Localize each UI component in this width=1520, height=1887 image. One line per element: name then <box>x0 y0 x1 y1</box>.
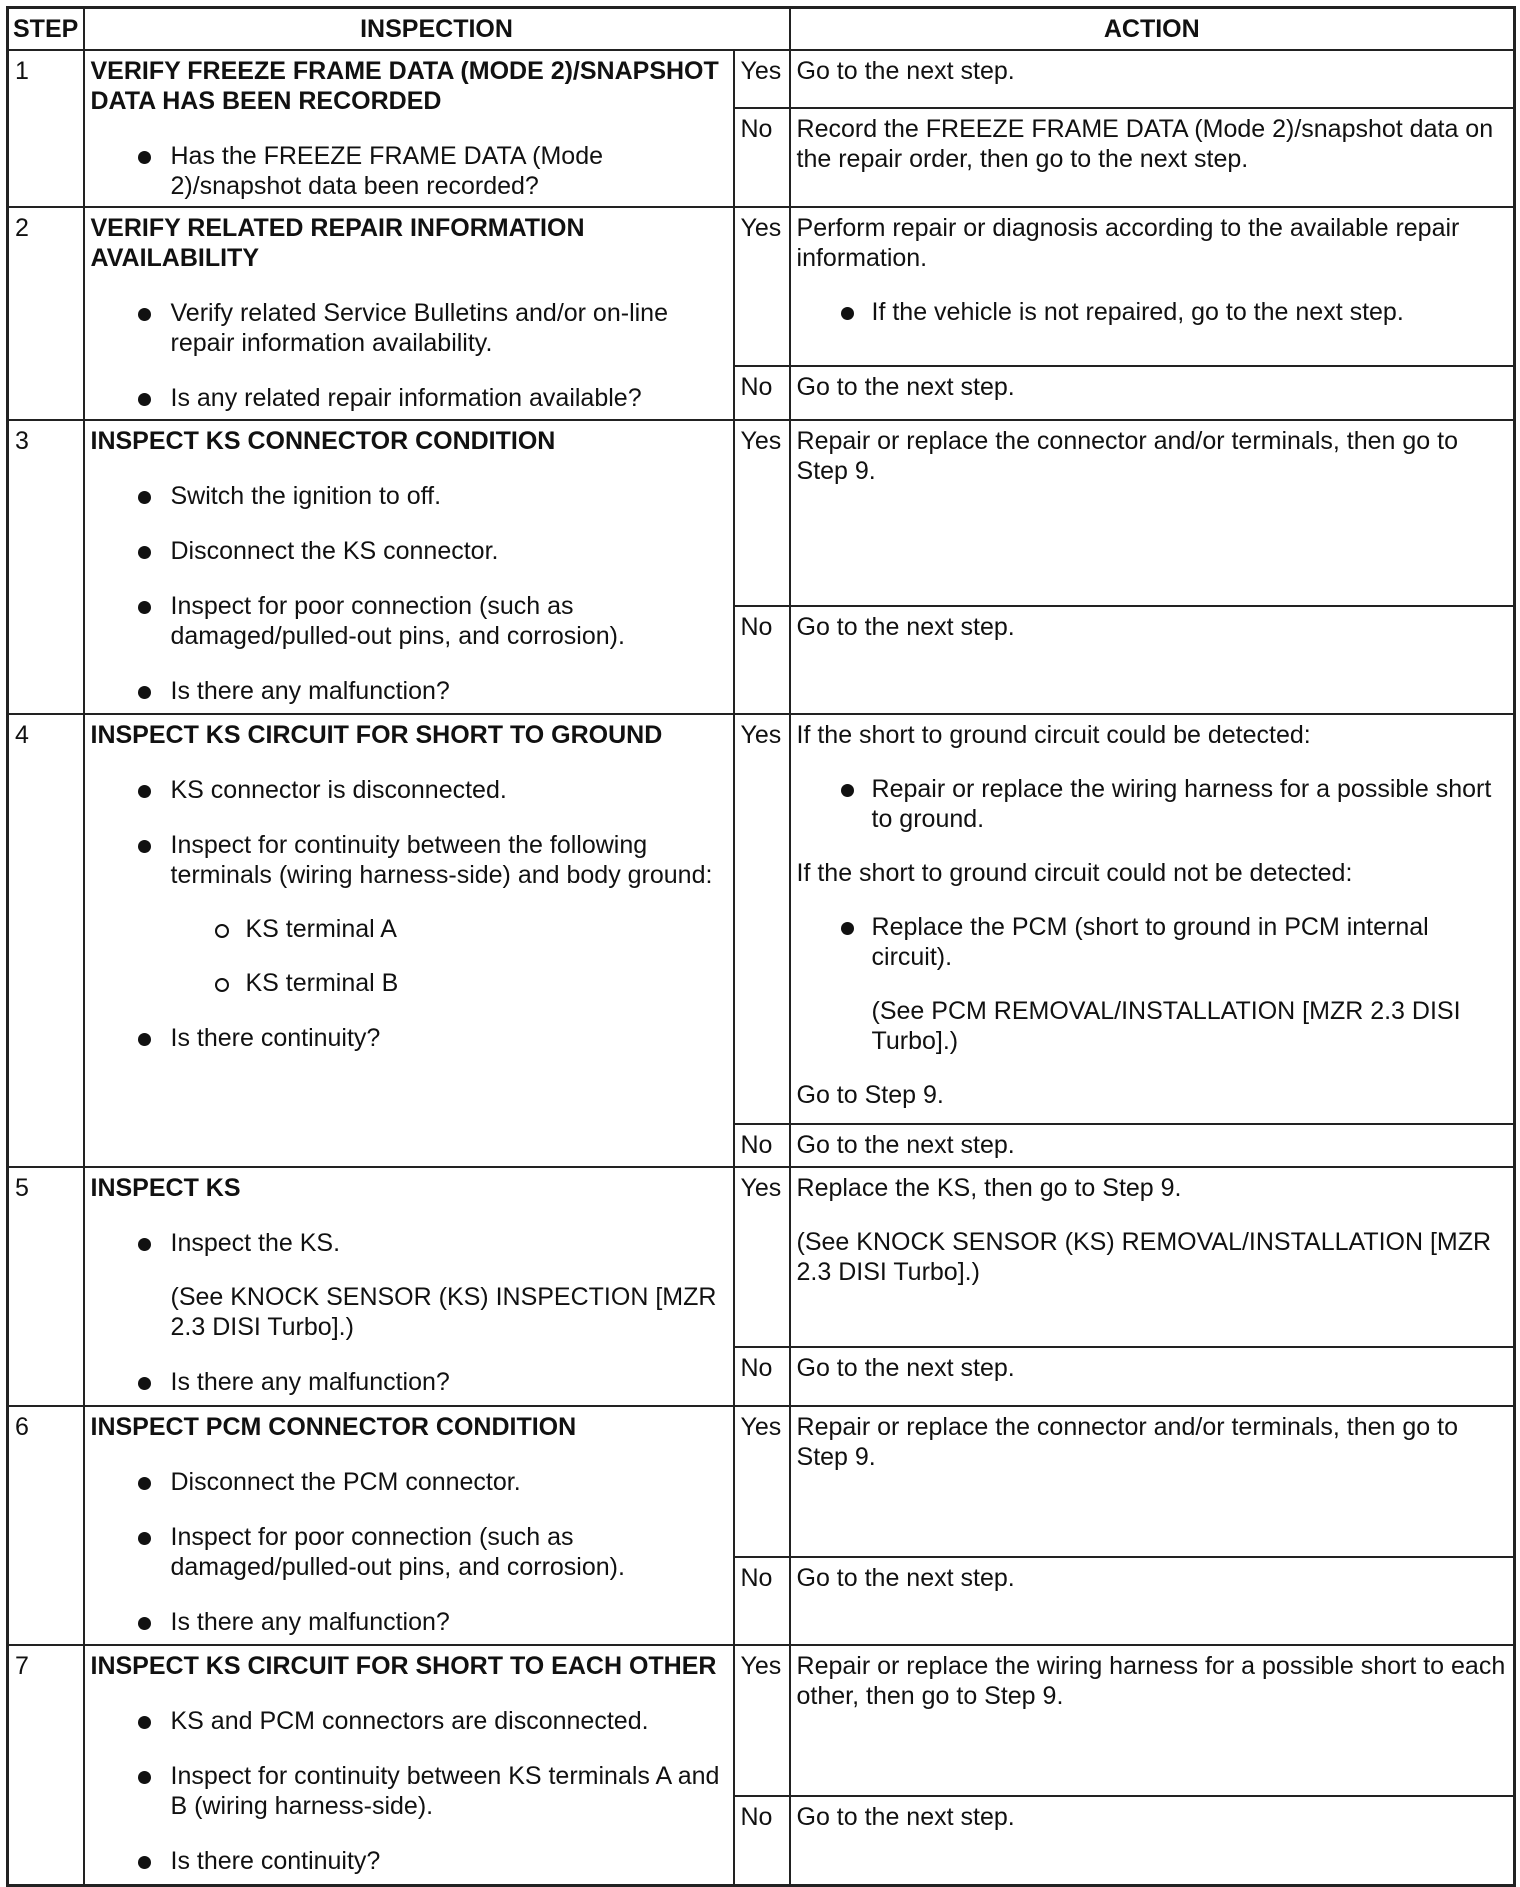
yes-label: Yes <box>734 1167 790 1347</box>
terminal-list <box>91 914 727 998</box>
inspection-bullet: Is there any malfunction? <box>91 1607 727 1637</box>
inspection-bullet: Switch the ignition to off. <box>91 481 727 511</box>
terminal-item: KS terminal A <box>91 914 727 944</box>
step-number: 1 <box>8 50 84 207</box>
terminal-item: KS terminal B <box>91 968 727 998</box>
yes-label: Yes <box>734 714 790 1124</box>
step-4-yes-row <box>8 714 1515 1124</box>
inspection-bullet: KS and PCM connectors are disconnected. <box>91 1706 727 1736</box>
step-number: 7 <box>8 1645 84 1886</box>
no-action <box>790 1124 1515 1167</box>
action-text: Go to Step 9. <box>796 1080 944 1109</box>
inspection-list <box>91 1367 727 1397</box>
inspection-title: VERIFY RELATED REPAIR INFORMATION AVAILABILITY <box>90 213 585 272</box>
header-action: ACTION <box>790 8 1515 50</box>
reference-note: (See PCM REMOVAL/INSTALLATION [MZR 2.3 DISI Turbo].) <box>871 996 1461 1055</box>
step-number: 3 <box>8 420 84 714</box>
no-label: No <box>734 1796 790 1886</box>
inspection-bullet: Verify related Service Bulletins and/or on-line repair information availability. <box>91 298 727 358</box>
action-bullet: Repair or replace the wiring harness for a possible short to ground. <box>797 774 1508 834</box>
step-number: 5 <box>8 1167 84 1406</box>
no-label: No <box>734 606 790 714</box>
inspection-title: INSPECT KS CIRCUIT FOR SHORT TO GROUND <box>90 720 663 749</box>
yes-action <box>790 714 1515 1124</box>
action-text: Record the FREEZE FRAME DATA (Mode 2)/snapshot data on the repair order, then go to the next step. <box>796 114 1494 173</box>
inspection-bullet: Is there any malfunction? <box>91 1367 727 1397</box>
inspection-bullet: Has the FREEZE FRAME DATA (Mode 2)/snapshot data been recorded? <box>91 141 727 201</box>
inspection-list <box>91 1228 727 1258</box>
action-text: Go to the next step. <box>796 1802 1015 1831</box>
inspection-bullet: Inspect for continuity between the following terminals (wiring harness-side) and body ground: <box>91 830 727 890</box>
inspection-list <box>91 1023 727 1053</box>
inspection-bullet: Is there any malfunction? <box>91 676 727 706</box>
diagnostic-procedure-table <box>6 6 1516 1887</box>
inspection-cell <box>84 207 734 420</box>
action-text: If the short to ground circuit could be detected: <box>796 720 1311 749</box>
action-text: (See KNOCK SENSOR (KS) REMOVAL/INSTALLATION [MZR 2.3 DISI Turbo].) <box>796 1227 1492 1286</box>
step-7-yes-row <box>8 1645 1515 1796</box>
step-number: 4 <box>8 714 84 1167</box>
action-text: Go to the next step. <box>796 372 1015 401</box>
step-1-yes-row <box>8 50 1515 108</box>
no-action <box>790 1796 1515 1886</box>
action-list <box>797 912 1508 972</box>
yes-action <box>790 207 1515 366</box>
action-bullet: Replace the PCM (short to ground in PCM internal circuit). <box>797 912 1508 972</box>
action-text: Repair or replace the connector and/or terminals, then go to Step 9. <box>796 1412 1459 1471</box>
inspection-title: INSPECT KS CONNECTOR CONDITION <box>90 426 556 455</box>
inspection-bullet: Disconnect the PCM connector. <box>91 1467 727 1497</box>
action-text: Go to the next step. <box>796 56 1015 85</box>
no-label: No <box>734 108 790 207</box>
action-list <box>797 297 1508 327</box>
action-text: Go to the next step. <box>796 1130 1015 1159</box>
inspection-cell <box>84 50 734 207</box>
inspection-cell <box>84 1167 734 1406</box>
inspection-bullet: Inspect for continuity between KS terminals A and B (wiring harness-side). <box>91 1761 727 1821</box>
inspection-list <box>91 481 727 706</box>
inspection-list <box>91 298 727 413</box>
no-action <box>790 1557 1515 1645</box>
inspection-list <box>91 1467 727 1637</box>
yes-label: Yes <box>734 420 790 606</box>
inspection-list <box>91 141 727 201</box>
no-label: No <box>734 1347 790 1406</box>
inspection-cell <box>84 1645 734 1886</box>
step-5-yes-row <box>8 1167 1515 1347</box>
action-text: Repair or replace the connector and/or terminals, then go to Step 9. <box>796 426 1459 485</box>
step-3-yes-row <box>8 420 1515 606</box>
step-number: 6 <box>8 1406 84 1645</box>
no-action <box>790 366 1515 420</box>
yes-action <box>790 1645 1515 1796</box>
action-text: Perform repair or diagnosis according to the available repair information. <box>796 213 1460 272</box>
inspection-bullet: Inspect the KS. <box>91 1228 727 1258</box>
yes-label: Yes <box>734 1406 790 1557</box>
no-action <box>790 1347 1515 1406</box>
header-step: STEP <box>8 8 84 50</box>
yes-action <box>790 1406 1515 1557</box>
inspection-title: INSPECT KS CIRCUIT FOR SHORT TO EACH OTHER <box>90 1651 717 1680</box>
no-action <box>790 606 1515 714</box>
action-text: Go to the next step. <box>796 1353 1015 1382</box>
action-text: Replace the KS, then go to Step 9. <box>796 1173 1182 1202</box>
inspection-title: INSPECT PCM CONNECTOR CONDITION <box>90 1412 577 1441</box>
action-text: Go to the next step. <box>796 612 1015 641</box>
inspection-bullet: Disconnect the KS connector. <box>91 536 727 566</box>
yes-action <box>790 50 1515 108</box>
step-number: 2 <box>8 207 84 420</box>
reference-note: (See KNOCK SENSOR (KS) INSPECTION [MZR 2.3 DISI Turbo].) <box>170 1282 717 1341</box>
no-action <box>790 108 1515 207</box>
inspection-title: INSPECT KS <box>90 1173 241 1202</box>
inspection-list <box>91 1706 727 1876</box>
inspection-bullet: Is there continuity? <box>91 1023 727 1053</box>
yes-label: Yes <box>734 50 790 108</box>
yes-label: Yes <box>734 207 790 366</box>
inspection-bullet: Is any related repair information available? <box>91 383 727 413</box>
header-inspection: INSPECTION <box>84 8 790 50</box>
inspection-cell <box>84 1406 734 1645</box>
inspection-bullet: KS connector is disconnected. <box>91 775 727 805</box>
yes-action <box>790 420 1515 606</box>
step-2-yes-row <box>8 207 1515 366</box>
yes-label: Yes <box>734 1645 790 1796</box>
no-label: No <box>734 1557 790 1645</box>
action-list <box>797 774 1508 834</box>
action-text: Go to the next step. <box>796 1563 1015 1592</box>
inspection-cell <box>84 714 734 1167</box>
inspection-cell <box>84 420 734 714</box>
inspection-list <box>91 775 727 890</box>
inspection-bullet: Inspect for poor connection (such as damaged/pulled-out pins, and corrosion). <box>91 1522 727 1582</box>
inspection-bullet: Is there continuity? <box>91 1846 727 1876</box>
header-row <box>8 8 1515 50</box>
action-text: Repair or replace the wiring harness for a possible short to each other, then go to Step 9. <box>796 1651 1506 1710</box>
action-bullet: If the vehicle is not repaired, go to the next step. <box>797 297 1508 327</box>
inspection-title: VERIFY FREEZE FRAME DATA (MODE 2)/SNAPSHOT DATA HAS BEEN RECORDED <box>90 56 719 115</box>
yes-action <box>790 1167 1515 1347</box>
inspection-bullet: Inspect for poor connection (such as damaged/pulled-out pins, and corrosion). <box>91 591 727 651</box>
action-text: If the short to ground circuit could not be detected: <box>796 858 1353 887</box>
no-label: No <box>734 366 790 420</box>
step-6-yes-row <box>8 1406 1515 1557</box>
no-label: No <box>734 1124 790 1167</box>
